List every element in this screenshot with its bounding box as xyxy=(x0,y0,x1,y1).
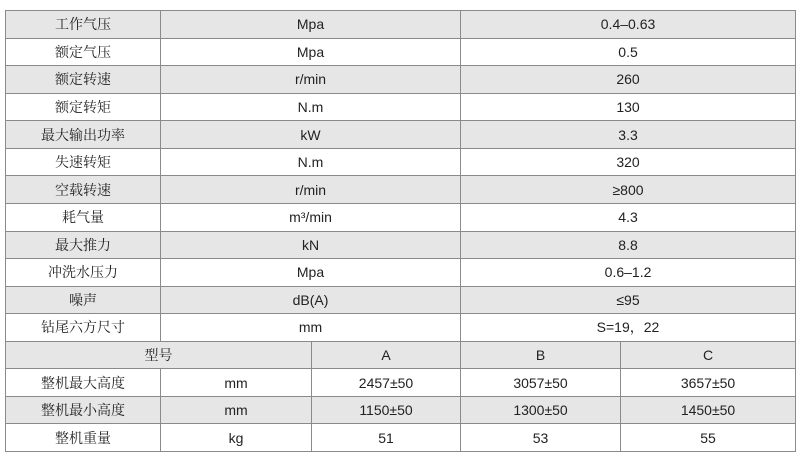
model-b-value: 3057±50 xyxy=(461,369,621,397)
param-name: 耗气量 xyxy=(6,203,161,231)
table-row xyxy=(6,176,796,204)
param-name: 额定转速 xyxy=(6,66,161,94)
param-name: 冲洗水压力 xyxy=(6,259,161,287)
table-row xyxy=(6,369,796,397)
model-c-value: 3657±50 xyxy=(621,369,796,397)
param-name: 整机重量 xyxy=(6,424,161,452)
param-unit: r/min xyxy=(161,176,461,204)
param-name: 整机最大高度 xyxy=(6,369,161,397)
table-row xyxy=(6,396,796,424)
table-row xyxy=(6,424,796,452)
param-value: S=19，22 xyxy=(461,314,796,342)
model-a-value: 2457±50 xyxy=(312,369,461,397)
param-unit: kg xyxy=(161,424,312,452)
param-name: 空载转速 xyxy=(6,176,161,204)
param-unit: Mpa xyxy=(161,259,461,287)
table-row xyxy=(6,231,796,259)
param-name: 工作气压 xyxy=(6,11,161,39)
param-name: 失速转矩 xyxy=(6,148,161,176)
table-row xyxy=(6,38,796,66)
param-unit: m³/min xyxy=(161,203,461,231)
model-header-row xyxy=(6,341,796,369)
param-name: 整机最小高度 xyxy=(6,396,161,424)
param-name: 最大推力 xyxy=(6,231,161,259)
param-unit: mm xyxy=(161,396,312,424)
table-row xyxy=(6,286,796,314)
table-row xyxy=(6,93,796,121)
param-value: 0.4–0.63 xyxy=(461,11,796,39)
param-unit: kN xyxy=(161,231,461,259)
model-label: 型号 xyxy=(6,341,312,369)
table-row xyxy=(6,259,796,287)
param-value: 4.3 xyxy=(461,203,796,231)
spec-table xyxy=(5,10,796,452)
param-value: 0.5 xyxy=(461,38,796,66)
param-unit: Mpa xyxy=(161,38,461,66)
model-c: C xyxy=(621,341,796,369)
model-b-value: 53 xyxy=(461,424,621,452)
model-b-value: 1300±50 xyxy=(461,396,621,424)
model-a: A xyxy=(312,341,461,369)
param-name: 噪声 xyxy=(6,286,161,314)
table-row xyxy=(6,148,796,176)
param-unit: dB(A) xyxy=(161,286,461,314)
param-value: 0.6–1.2 xyxy=(461,259,796,287)
param-name: 额定转矩 xyxy=(6,93,161,121)
param-unit: N.m xyxy=(161,148,461,176)
param-value: 130 xyxy=(461,93,796,121)
param-value: 320 xyxy=(461,148,796,176)
param-value: 260 xyxy=(461,66,796,94)
param-unit: N.m xyxy=(161,93,461,121)
model-a-value: 51 xyxy=(312,424,461,452)
model-c-value: 1450±50 xyxy=(621,396,796,424)
param-value: ≥800 xyxy=(461,176,796,204)
param-name: 最大输出功率 xyxy=(6,121,161,149)
param-value: ≤95 xyxy=(461,286,796,314)
table-row xyxy=(6,314,796,342)
param-unit: Mpa xyxy=(161,11,461,39)
param-name: 额定气压 xyxy=(6,38,161,66)
model-b: B xyxy=(461,341,621,369)
param-unit: mm xyxy=(161,369,312,397)
param-unit: kW xyxy=(161,121,461,149)
table-row xyxy=(6,121,796,149)
param-name: 钻尾六方尺寸 xyxy=(6,314,161,342)
table-row xyxy=(6,203,796,231)
table-row xyxy=(6,66,796,94)
model-a-value: 1150±50 xyxy=(312,396,461,424)
param-unit: mm xyxy=(161,314,461,342)
model-c-value: 55 xyxy=(621,424,796,452)
param-unit: r/min xyxy=(161,66,461,94)
param-value: 8.8 xyxy=(461,231,796,259)
param-value: 3.3 xyxy=(461,121,796,149)
table-row xyxy=(6,11,796,39)
